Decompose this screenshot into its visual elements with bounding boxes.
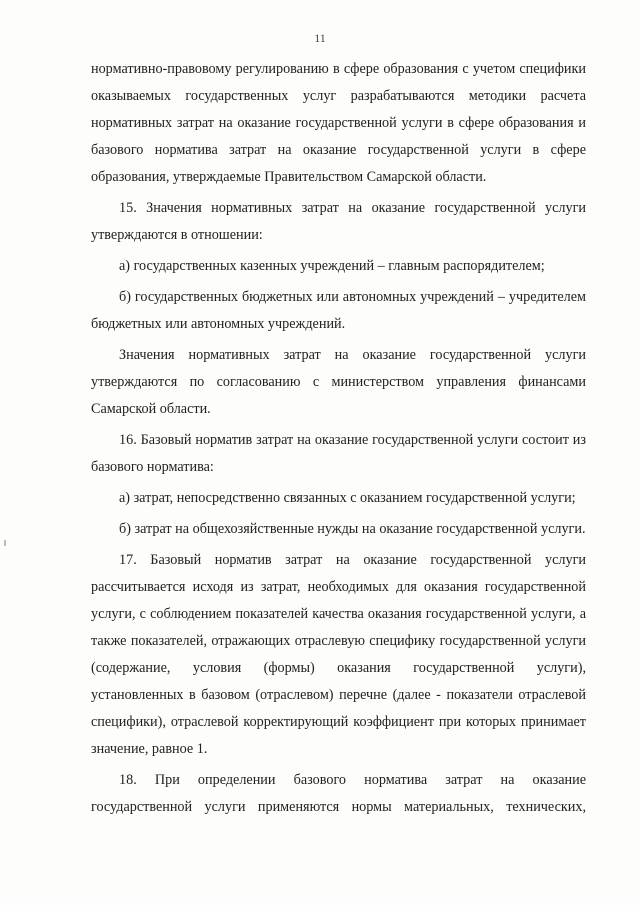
paragraph-15-approval: Значения нормативных затрат на оказание государственной услуги утверждаются по согласованию с министерством управления финансами Самарской области. bbox=[91, 347, 586, 417]
paragraph-15-item-a: а) государственных казенных учреждений – главным распорядителем; bbox=[119, 258, 545, 274]
paragraph-16-item-a: а) затрат, непосредственно связанных с оказанием государственной услуги; bbox=[119, 490, 576, 506]
paragraph-16-item-b: б) затрат на общехозяйственные нужды на оказание государственной услуги. bbox=[119, 521, 586, 537]
paragraph-16: 16. Базовый норматив затрат на оказание государственной услуги состоит из базового норматива: bbox=[91, 432, 586, 475]
paragraph-17: 17. Базовый норматив затрат на оказание государственной услуги рассчитывается исходя из затрат, необходимых для оказания государственной услуги, с соблюдением показателей качества оказания государственной услуги, а также показателей, отражающих отраслевую специфику государственной услуги (содержание, условия (формы) оказания государственной услуги), установленных в базовом (отраслевом) перечне (далее - показатели отраслевой специфики), отраслевой корректирующий коэффициент при которых принимает значение, равное 1. bbox=[91, 552, 586, 757]
scan-artifact bbox=[4, 540, 6, 546]
paragraph-continuation: нормативно-правовому регулированию в сфере образования с учетом специфики оказываемых государственных услуг разрабатываются методики расчета нормативных затрат на оказание государственной услуги в сфере образования и базового норматива затрат на оказание государственной услуги в сфере образования, утверждаемые Правительством Самарской области. bbox=[91, 61, 586, 185]
document-body bbox=[91, 56, 586, 825]
page-number: 11 bbox=[314, 31, 326, 45]
paragraph-18: 18. При определении базового норматива затрат на оказание государственной услуги применяются нормы материальных, технических, bbox=[91, 772, 586, 815]
paragraph-15: 15. Значения нормативных затрат на оказание государственной услуги утверждаются в отношении: bbox=[91, 200, 586, 243]
paragraph-15-item-b: б) государственных бюджетных или автономных учреждений – учредителем бюджетных или автономных учреждений. bbox=[91, 289, 586, 332]
